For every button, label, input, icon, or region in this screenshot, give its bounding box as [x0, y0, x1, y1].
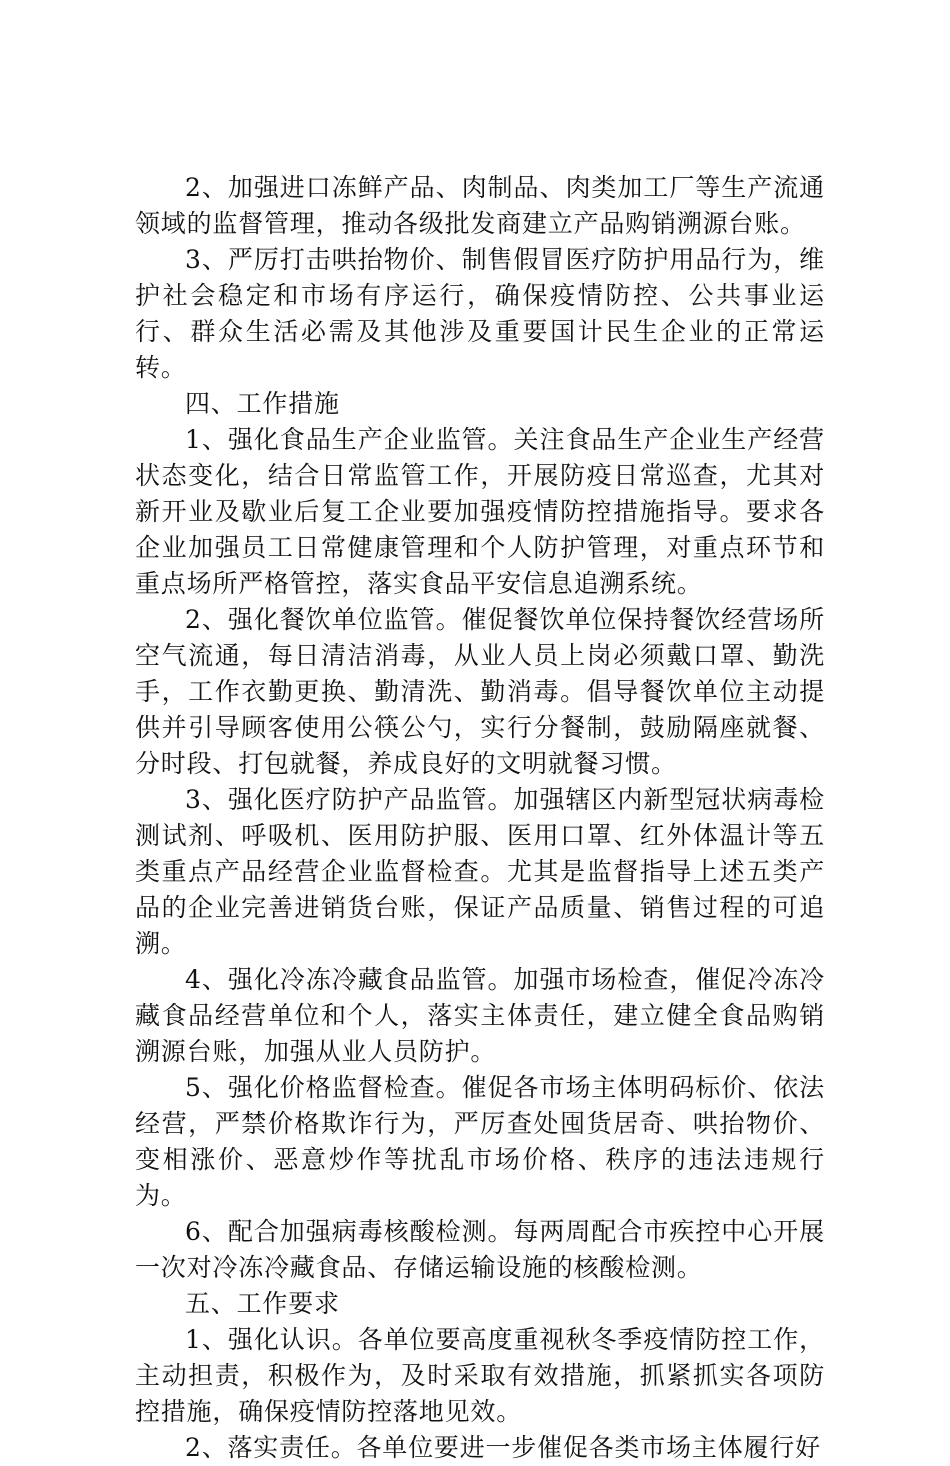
section-heading-work-measures: 四、工作措施 — [185, 389, 340, 418]
paragraph-item-3-price-gouging: 3、严厉打击哄抬物价、制售假冒医疗防护用品行为，维护社会稳定和市场有序运行，确保疫情防控、公共事业运行、群众生活必需及其他涉及重要国计民生企业的正常运转。 — [135, 245, 825, 382]
paragraph-item-2-cold-chain: 2、加强进口冻鲜产品、肉制品、肉类加工厂等生产流通领域的监督管理，推动各级批发商建立产品购销溯源台账。 — [135, 173, 825, 238]
paragraph-measure-2-catering: 2、强化餐饮单位监管。催促餐饮单位保持餐饮经营场所空气流通，每日清洁消毒，从业人员上岗必须戴口罩、勤洗手，工作衣勤更换、勤清洗、勤消毒。倡导餐饮单位主动提供并引导顾客使用公筷公勺，实行分餐制，鼓励隔座就餐、分时段、打包就餐，养成良好的文明就餐习惯。 — [135, 605, 825, 778]
paragraph-measure-6-nucleic-testing: 6、配合加强病毒核酸检测。每两周配合市疾控中心开展一次对冷冻冷藏食品、存储运输设施的核酸检测。 — [135, 1217, 825, 1282]
paragraph-measure-1-food-production: 1、强化食品生产企业监管。关注食品生产企业生产经营状态变化，结合日常监管工作，开展防疫日常巡查，尤其对新开业及歇业后复工企业要加强疫情防控措施指导。要求各企业加强员工日常健康管理和个人防护管理，对重点环节和重点场所严格管控，落实食品平安信息追溯系统。 — [135, 425, 825, 598]
paragraph-measure-5-price-supervision: 5、强化价格监督检查。催促各市场主体明码标价、依法经营，严禁价格欺诈行为，严厉查处囤货居奇、哄抬物价、变相涨价、恶意炒作等扰乱市场价格、秩序的违法违规行为。 — [135, 1073, 825, 1210]
paragraph-requirement-1-awareness: 1、强化认识。各单位要高度重视秋冬季疫情防控工作，主动担责，积极作为，及时采取有效措施，抓紧抓实各项防控措施，确保疫情防控落地见效。 — [135, 1325, 825, 1426]
section-heading-work-requirements: 五、工作要求 — [185, 1289, 340, 1318]
paragraph-requirement-2-responsibility: 2、落实责任。各单位要进一步催促各类市场主体履行好 — [185, 1433, 821, 1462]
paragraph-measure-3-medical-products: 3、强化医疗防护产品监管。加强辖区内新型冠状病毒检测试剂、呼吸机、医用防护服、医用口罩、红外体温计等五类重点产品经营企业监督检查。尤其是监督指导上述五类产品的企业完善进销货台账，保证产品质量、销售过程的可追溯。 — [135, 785, 825, 958]
paragraph-measure-4-frozen-food: 4、强化冷冻冷藏食品监管。加强市场检查，催促冷冻冷藏食品经营单位和个人，落实主体责任，建立健全食品购销溯源台账，加强从业人员防护。 — [135, 965, 825, 1066]
document-body — [135, 170, 825, 1466]
